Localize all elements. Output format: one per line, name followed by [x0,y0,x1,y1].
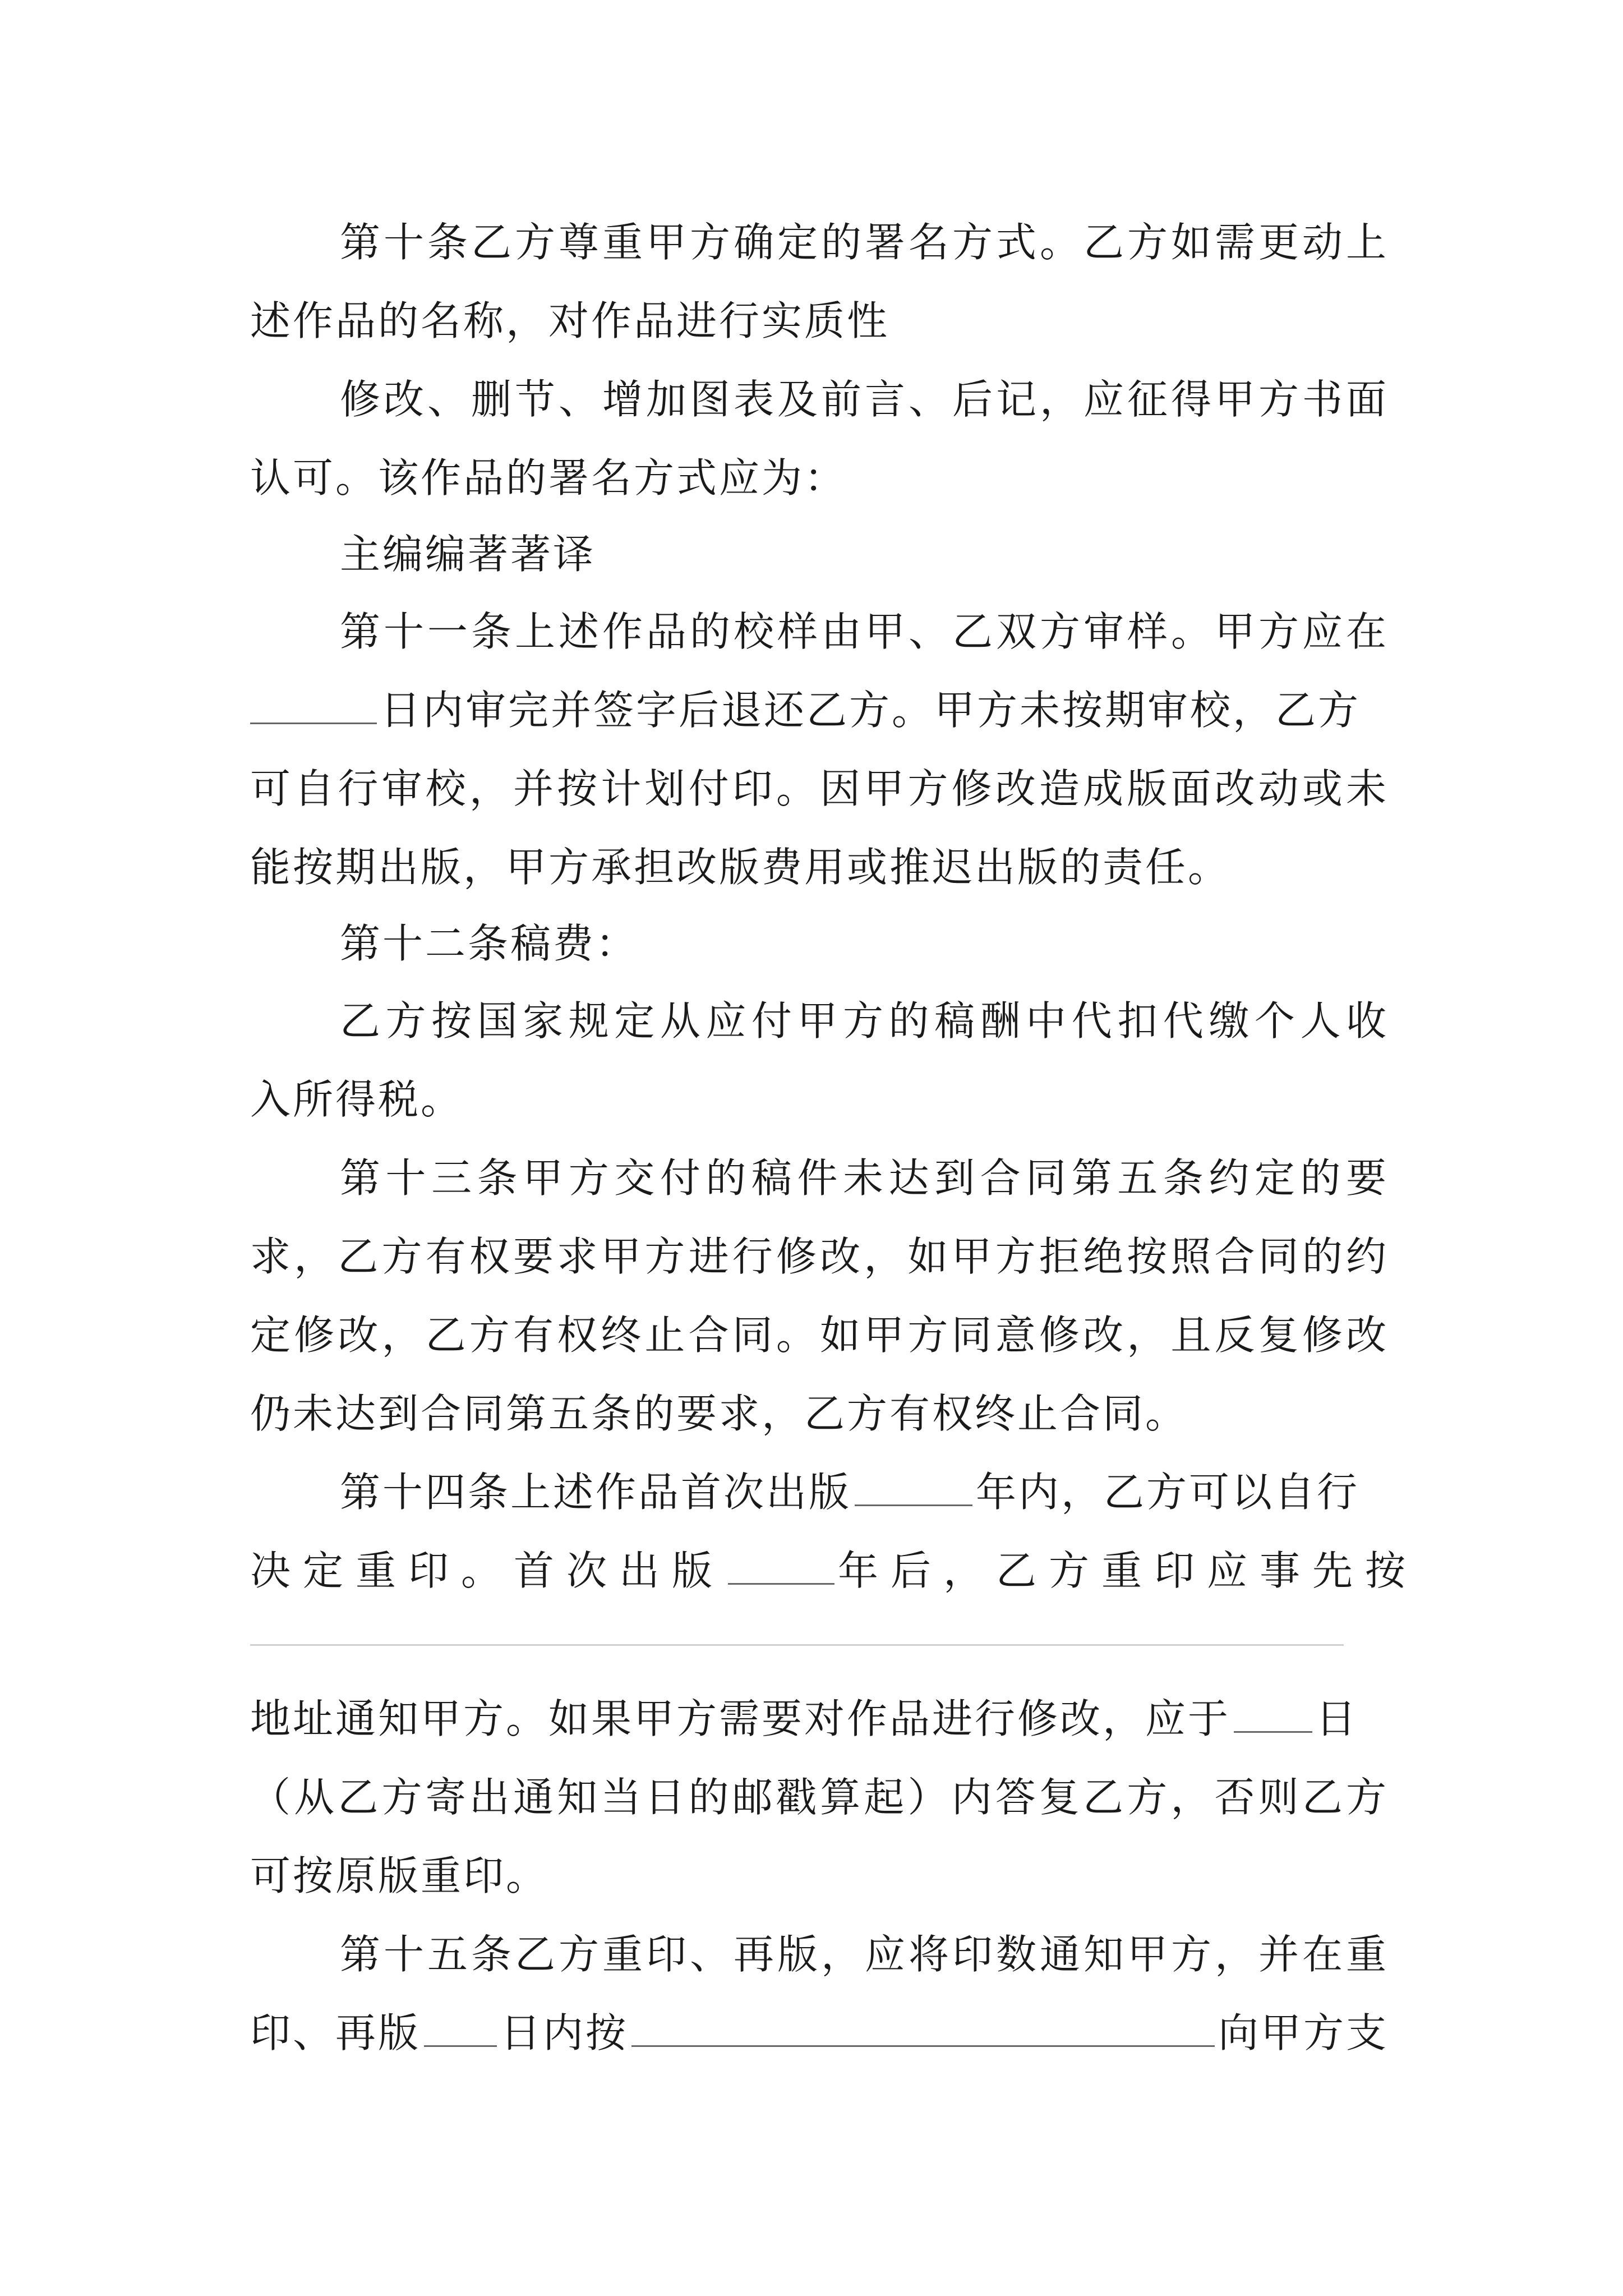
fill-in-blank [631,2008,1215,2047]
paragraph-article-13-line-1: 第十三条甲方交付的稿件未达到合同第五条约定的要 [340,1154,1389,1202]
fill-in-blank [728,1546,834,1585]
paragraph-signature-options: 主编编著著译 [340,531,596,578]
paragraph-article-12b-line-2: 入所得税。 [250,1076,464,1123]
fill-in-blank [424,2008,497,2047]
article-11-line-2-text: 日内审完并签字后退还乙方。甲方未按期审校，乙方 [380,687,1361,734]
paragraph-article-12: 第十二条稿费： [340,920,639,967]
fill-in-blank [250,685,377,724]
paragraph-article-14-line-1 [340,1458,1389,1526]
paragraph-article-13-line-2: 求，乙方有权要求甲方进行修改，如甲方拒绝按照合同的约 [250,1233,1389,1280]
article-14-line-1-text-a: 第十四条上述作品首次出版 [340,1469,852,1516]
paragraph-article-13-line-4: 仍未达到合同第五条的要求，乙方有权终止合同。 [250,1390,1188,1437]
paragraph-article-10b-line-2: 认可。该作品的署名方式应为： [250,454,847,501]
article-15-line-2-text-b: 日内按 [500,2009,629,2056]
paragraph-article-14-line-3 [250,1685,1389,1752]
fill-in-blank [1234,1694,1312,1733]
paragraph-article-13-line-3: 定修改，乙方有权终止合同。如甲方同意修改，且反复修改 [250,1312,1389,1359]
paragraph-article-11-line-1: 第十一条上述作品的校样由甲、乙双方审样。甲方应在 [340,608,1389,655]
paragraph-article-15-line-1: 第十五条乙方重印、再版，应将印数通知甲方，并在重 [340,1931,1389,1978]
paragraph-article-14-line-4: （从乙方寄出通知当日的邮戳算起）内答复乙方，否则乙方 [250,1774,1389,1821]
article-15-line-2-text-c: 向甲方支 [1218,2009,1389,2056]
paragraph-article-10-line-2: 述作品的名称，对作品进行实质性 [250,297,890,344]
paragraph-article-14-line-5: 可按原版重印。 [250,1852,549,1899]
article-14-line-1-text-b: 年内，乙方可以自行 [976,1469,1360,1516]
article-14-line-3-text-b: 日 [1316,1695,1359,1742]
paragraph-article-12b-line-1: 乙方按国家规定从应付甲方的稿酬中代扣代缴个人收 [340,997,1389,1045]
article-14-line-3-text-a: 地址通知甲方。如果甲方需要对作品进行修改，应于 [250,1695,1231,1742]
article-14-line-2-text-a: 决定重印。首次出版 [250,1547,725,1594]
paragraph-article-15-line-2 [250,1999,1389,2067]
fill-in-blank [855,1467,972,1506]
paragraph-article-11-line-3: 可自行审校，并按计划付印。因甲方修改造成版面改动或未 [250,765,1389,812]
paragraph-article-11-line-4: 能按期出版，甲方承担改版费用或推迟出版的责任。 [250,844,1231,891]
article-14-line-2-text-b: 年后，乙方重印应事先按 [838,1547,1418,1594]
paragraph-article-10-line-1: 第十条乙方尊重甲方确定的署名方式。乙方如需更动上 [340,219,1389,266]
paragraph-article-14-line-2 [250,1537,1418,1604]
article-15-line-2-text-a: 印、再版 [250,2009,421,2056]
paragraph-article-10b-line-1: 修改、删节、增加图表及前言、后记，应征得甲方书面 [340,376,1389,423]
page-break-divider [250,1644,1344,1646]
paragraph-article-11-line-2 [250,677,1389,744]
